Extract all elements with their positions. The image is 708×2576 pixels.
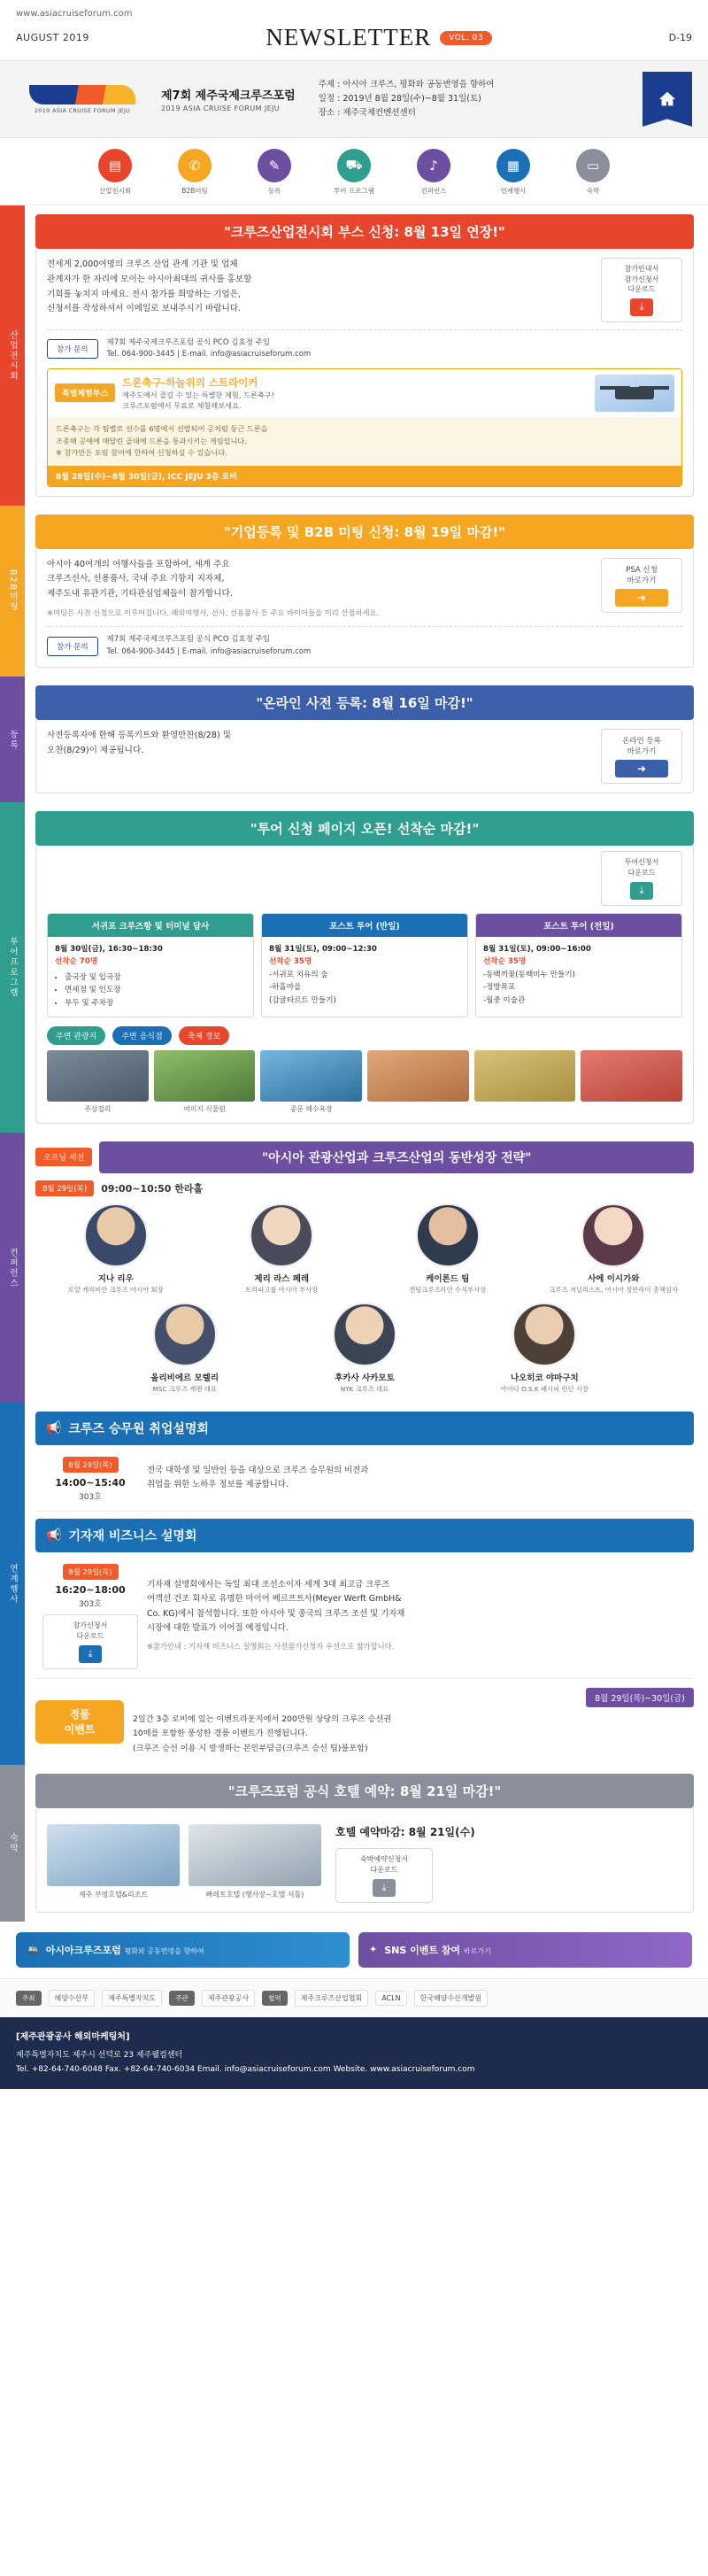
section-tab-events: 연계행사 bbox=[0, 1403, 25, 1765]
speaker-card bbox=[534, 1203, 695, 1296]
session-date: 8월 29일(목) bbox=[35, 1180, 94, 1196]
button-label-line2: 참가신청서 bbox=[624, 275, 659, 283]
sponsor-logo: 해양수산부 bbox=[49, 1990, 96, 2007]
promo-banners bbox=[0, 1922, 708, 1978]
expo-body-line: 관계자가 한 자리에 모이는 아시아최대의 귀사를 홍보할 bbox=[47, 274, 252, 284]
banner-title: 아시아크루즈포럼 bbox=[45, 1944, 121, 1956]
tour-photo bbox=[154, 1050, 256, 1114]
prize-event bbox=[35, 1688, 694, 1757]
forum-info-venue: 장소 : 제주국제컨벤션센터 bbox=[318, 107, 416, 118]
speaker-row-2 bbox=[35, 1303, 694, 1395]
speaker-card bbox=[277, 1303, 451, 1395]
tour-application-download-button[interactable] bbox=[601, 851, 682, 905]
sponsor-logo: ACLN bbox=[375, 1991, 406, 2006]
nav-label: 등록 bbox=[267, 187, 281, 195]
tour-option-when: 8월 30일(금), 16:30~18:30 bbox=[55, 944, 163, 954]
tour-option-item: • 면세점 및 인도장 bbox=[65, 984, 246, 997]
prize-date: 8월 29일(목)~30일(금) bbox=[586, 1688, 694, 1707]
event-application-download-button[interactable] bbox=[42, 1614, 138, 1668]
section-hotel bbox=[0, 1765, 708, 1921]
inquiry-line: Tel. 064-900-3445 | E-mail. info@asiacruiseforum.com bbox=[106, 646, 312, 656]
logo-text-en: 2019 ASIA CRUISE FORUM JEJU bbox=[34, 106, 131, 114]
prize-description bbox=[133, 1707, 694, 1757]
forum-info bbox=[308, 78, 630, 120]
event-desc-line: 여객선 건조 회사로 유명한 마이어 베르프트사(Meyer Werft GmbH& bbox=[147, 1594, 402, 1605]
tour-option-when: 8월 31일(토), 09:00~16:00 bbox=[483, 944, 591, 954]
equipment-business-band bbox=[35, 1519, 694, 1552]
expo-inquiry-info bbox=[107, 337, 312, 361]
download-icon: ⤓ bbox=[373, 1879, 396, 1897]
tour-card bbox=[35, 846, 694, 1123]
photo-caption: 주상절리 bbox=[84, 1104, 112, 1113]
b2b-inquiry-tag: 참가 문의 bbox=[47, 637, 98, 656]
nav-label: 숙박 bbox=[586, 187, 600, 195]
speaker-name: 나오히코 야마구치 bbox=[510, 1373, 579, 1383]
sponsor-label-cooperation: 협력 bbox=[262, 1991, 288, 2006]
nav-label: B2B미팅 bbox=[181, 187, 208, 195]
event-title: 기자재 비즈니스 설명회 bbox=[68, 1529, 197, 1544]
sns-event-banner[interactable] bbox=[358, 1932, 692, 1968]
expo-inquiry-tag: 참가 문의 bbox=[47, 339, 98, 359]
bus-icon: ⛟ bbox=[337, 149, 371, 182]
photo-caption: 중문 해수욕장 bbox=[289, 1104, 333, 1113]
event-desc-line: 시장에 대한 발표가 이어질 예정입니다. bbox=[147, 1623, 289, 1634]
b2b-note: ※미팅은 사전 신청으로 이루어집니다. 해외여행사, 선사, 선용품사 등 주요 바이어들을 미리 선점하세요. bbox=[47, 607, 380, 617]
button-label-line3: 다운로드 bbox=[627, 285, 656, 294]
event-desc-note: ※참가안내 : 기자재 비즈니스 설명회는 사전참가신청자 우선으로 참가합니다. bbox=[147, 1641, 395, 1651]
pen-icon: ✎ bbox=[258, 149, 291, 182]
special-booth-sub bbox=[122, 390, 588, 412]
tour-photo bbox=[367, 1050, 469, 1114]
event-title: 크루즈 승무원 취업설명회 bbox=[68, 1422, 209, 1437]
speaker-name: 후카사 사카모토 bbox=[335, 1373, 395, 1383]
section-tour bbox=[0, 802, 708, 1132]
hotel-caption: 빠레토호텔 (행사장~호텔 셔틀) bbox=[205, 1891, 304, 1899]
tour-option-item: • 출국장 및 입국장 bbox=[65, 971, 246, 985]
inquiry-line: Tel. 064-900-3445 | E-mail. info@asiacruiseforum.com bbox=[106, 350, 312, 360]
prize-desc-line: (크루즈 승선 이용 시 발생하는 본인부담금(크루즈 승선 팁)불포함) bbox=[133, 1743, 368, 1753]
tour-photo bbox=[47, 1050, 149, 1114]
button-label-line1: PSA 신청 bbox=[626, 565, 658, 575]
footer-address: 제주특별자치도 제주시 선덕로 23 제주웰컴센터 bbox=[16, 2050, 183, 2060]
tour-option-capacity: 선착순 70명 bbox=[55, 957, 98, 967]
photo-buyeong-hotel bbox=[47, 1824, 180, 1886]
mic-icon: ♪ bbox=[417, 149, 450, 182]
tour-headline-text: "투어 신청 페이지 오픈! 선착순 마감!" bbox=[250, 821, 480, 838]
expo-body-line: 신청서를 작성하셔서 이메일로 보내주시기 바랍니다. bbox=[47, 304, 242, 314]
speaker-card bbox=[202, 1203, 363, 1296]
photo-tag-attraction[interactable]: 주변 관광지 bbox=[47, 1026, 105, 1045]
button-label-line2: 바로가기 bbox=[627, 576, 657, 585]
nav-label: 투어 프로그램 bbox=[334, 187, 374, 195]
speaker-card bbox=[458, 1303, 632, 1395]
button-label-line2: 바로가기 bbox=[627, 747, 657, 757]
sponsor-bar bbox=[0, 1978, 708, 2017]
b2b-card bbox=[35, 549, 694, 669]
section-tab-tour: 투어프로그램 bbox=[0, 802, 25, 1132]
arrow-right-icon: ➜ bbox=[615, 589, 668, 607]
section-conference bbox=[0, 1133, 708, 1404]
megaphone-icon: 📢 bbox=[46, 1528, 62, 1543]
event-desc-line: 취업을 위한 노하우 정보를 제공합니다. bbox=[147, 1480, 289, 1490]
prize-desc-line: 2일간 3층 로비에 있는 이벤트라운지에서 200만원 상당의 크루즈 승선권 bbox=[133, 1713, 392, 1724]
crew-recruitment-row bbox=[35, 1445, 694, 1512]
speaker-card bbox=[367, 1203, 528, 1296]
nav-label: 연계행사 bbox=[500, 187, 527, 195]
registration-card bbox=[35, 720, 694, 793]
masthead bbox=[0, 20, 708, 60]
nav-item-conference[interactable] bbox=[405, 149, 462, 196]
button-label-line1: 참가안내서 bbox=[624, 265, 659, 273]
nav-item-b2b[interactable] bbox=[166, 149, 223, 196]
event-date: 8월 29일(목) bbox=[63, 1564, 119, 1580]
event-time: 16:20~18:00 bbox=[55, 1584, 126, 1597]
speaker-role: 트라파고룹 아시아 부사장 bbox=[245, 1285, 319, 1294]
tour-option-item: (감귤타르트 만들기) bbox=[269, 995, 336, 1005]
event-desc-line: 기자재 설명회에서는 독일 최대 조선소이자 세계 3대 최고급 크루즈 bbox=[147, 1580, 390, 1590]
tour-option-1[interactable] bbox=[47, 913, 254, 1017]
speaker-name: 사에 이시가와 bbox=[588, 1273, 640, 1284]
special-booth-note bbox=[48, 417, 681, 466]
speaker-card bbox=[35, 1203, 196, 1296]
megaphone-icon: 📢 bbox=[46, 1421, 62, 1436]
special-sub-line: 제주도에서 즐길 수 있는 특별한 체험, 드론축구! bbox=[122, 390, 274, 399]
speaker-name: 지나 리우 bbox=[97, 1273, 134, 1284]
issue-date: AUGUST 2019 bbox=[16, 32, 89, 43]
sponsor-logo: 한국해양수산개발원 bbox=[414, 1990, 489, 2007]
b2b-inquiry bbox=[47, 626, 682, 658]
equipment-business-row bbox=[35, 1552, 694, 1678]
tour-option-item: -서귀포 치유의 숲 bbox=[269, 970, 328, 979]
b2b-headline: "기업등록 및 B2B 미팅 신청: 8월 19일 마감!" bbox=[35, 514, 694, 549]
nav-item-registration[interactable] bbox=[246, 149, 303, 196]
hotel-headline: "크루즈포럼 공식 호텔 예약: 8월 21일 마감!" bbox=[35, 1774, 694, 1808]
photo-jusangjeolli bbox=[47, 1050, 149, 1102]
tour-option-capacity: 선착순 35명 bbox=[269, 957, 312, 967]
button-label-line1: 투어신청서 bbox=[624, 858, 659, 867]
booth-icon: ▤ bbox=[98, 149, 132, 182]
speaker-role: 로얄 캐리비안 크루즈 아시아 회장 bbox=[67, 1285, 164, 1294]
event-date: 8월 29일(목) bbox=[63, 1457, 119, 1473]
event-room: 303호 bbox=[79, 1600, 102, 1610]
download-icon: ⤓ bbox=[630, 298, 653, 316]
avatar bbox=[84, 1203, 148, 1267]
b2b-body-line: 아시아 40여개의 여행사들을 포함하여, 세계 주요 bbox=[47, 559, 230, 569]
photo-jungmun-beach bbox=[260, 1050, 362, 1102]
avatar bbox=[153, 1303, 217, 1366]
speaker-role: 아이다 O.S.K 패시피 런던 사장 bbox=[500, 1384, 589, 1393]
b2b-inquiry-info bbox=[107, 634, 312, 658]
session-time: 09:00~10:50 한라홀 bbox=[101, 1182, 204, 1195]
tour-option-item: -동백끼꽃(동백비누 만들기) bbox=[483, 970, 575, 979]
prize-desc-line: 10매를 포함한 풍성한 경품 이벤트가 진행됩니다. bbox=[133, 1729, 308, 1739]
avatar bbox=[333, 1303, 396, 1366]
photo-yeomiji bbox=[154, 1050, 256, 1102]
home-icon[interactable] bbox=[643, 72, 692, 127]
forum-title-en: 2019 ASIA CRUISE FORUM JEJU bbox=[161, 104, 281, 112]
expo-card bbox=[35, 249, 694, 497]
download-icon: ⤓ bbox=[79, 1645, 102, 1663]
hotel-caption: 제주 부영호텔&리조트 bbox=[78, 1891, 149, 1899]
photo-tag-festival[interactable]: 축제 정보 bbox=[179, 1026, 230, 1045]
hotel-card bbox=[35, 1808, 694, 1912]
tour-option-item: -하흘마을 bbox=[269, 983, 302, 993]
b2b-body-text bbox=[47, 558, 592, 620]
photo-food-2 bbox=[474, 1050, 576, 1102]
tour-option-when: 8월 31일(토), 09:00~12:30 bbox=[269, 944, 377, 954]
photo-food-1 bbox=[367, 1050, 469, 1102]
hero-banner bbox=[0, 60, 708, 138]
page-number: D-19 bbox=[668, 32, 692, 43]
section-b2b bbox=[0, 506, 708, 677]
nav-item-tour[interactable] bbox=[326, 149, 382, 196]
tour-option-capacity: 선착순 35명 bbox=[483, 957, 527, 967]
photo-tag-restaurant[interactable]: 주변 음식점 bbox=[112, 1026, 171, 1045]
speaker-role: 겐팅크루즈라인 수석부사장 bbox=[409, 1285, 487, 1294]
crew-recruitment-band bbox=[35, 1412, 694, 1445]
forum-title-ko: 제7회 제주국제크루즈포럼 bbox=[161, 89, 296, 103]
avatar bbox=[416, 1203, 480, 1267]
speaker-name: 제리 라스 페레 bbox=[254, 1273, 310, 1284]
speaker-name: 올리비에르 모렐리 bbox=[150, 1373, 219, 1383]
special-note-line: 조종해 공에에 매달린 골대에 드론을 통과시키는 게임입니다. bbox=[56, 436, 247, 445]
button-label-line1: 숙박예약신청서 bbox=[359, 1855, 409, 1864]
opening-session-head bbox=[35, 1141, 694, 1173]
handshake-icon: ✆ bbox=[178, 149, 212, 182]
tour-option-title: 포스트 투어 (반일) bbox=[262, 914, 467, 937]
sponsor-logo: 제주크루즈산업협회 bbox=[295, 1990, 369, 2007]
sponsor-label-organizer: 주관 bbox=[169, 1991, 195, 2006]
nav-item-events[interactable] bbox=[485, 149, 542, 196]
hotel-deadline: 호텔 예약마감: 8월 21일(수) bbox=[335, 1826, 475, 1839]
event-desc-line: Co. KG)에서 참석합니다. 또한 아시아 및 중국의 크루즈 조선 및 기자재 bbox=[147, 1608, 405, 1619]
section-nav[interactable] bbox=[0, 138, 708, 205]
speaker-row-1 bbox=[35, 1203, 694, 1296]
expo-download-button[interactable] bbox=[601, 258, 682, 322]
speaker-name: 케이론드 팀 bbox=[426, 1273, 470, 1284]
expo-body-line: 기회를 놓치지 마세요. 전시 참가를 희망하는 기업은, bbox=[47, 289, 242, 299]
photo-caption: 여미지 식물원 bbox=[183, 1104, 226, 1113]
avatar bbox=[250, 1203, 313, 1267]
sponsor-label-host: 주최 bbox=[16, 1991, 42, 2006]
tour-photo-strip bbox=[47, 1050, 682, 1114]
tour-option-3[interactable] bbox=[475, 913, 682, 1017]
registration-headline: "온라인 사전 등록: 8월 16일 마감!" bbox=[35, 685, 694, 720]
button-label-line2: 다운로드 bbox=[627, 868, 656, 877]
inquiry-line: 제7회 제주국제크루즈포럼 공식 PCO 김효정 주임 bbox=[106, 337, 271, 347]
event-room: 303호 bbox=[79, 1493, 102, 1503]
inquiry-line: 제7회 제주국제크루즈포럼 공식 PCO 김효정 주임 bbox=[106, 635, 271, 645]
nav-label: 컨퍼런스 bbox=[420, 187, 447, 195]
reg-body-line: 사전등록자에 한해 등록키트와 환영만찬(8/28) 및 bbox=[47, 731, 232, 741]
calendar-icon: ▦ bbox=[496, 149, 530, 182]
special-booth-title: 드론축구-하늘위의 스트라이커 bbox=[122, 375, 258, 389]
tour-option-item: • 부두 및 주차장 bbox=[65, 997, 246, 1010]
tour-photo bbox=[581, 1050, 682, 1114]
speaker-role: NYK 크루즈 대표 bbox=[340, 1384, 389, 1393]
tour-option-item: -월중 미술관 bbox=[483, 995, 526, 1005]
button-label-line2: 다운로드 bbox=[76, 1632, 104, 1641]
special-note-line: ※ 참가만은 포럼 참여에 한하여 신청하실 수 있습니다. bbox=[56, 448, 227, 458]
page-title: NEWSLETTER bbox=[266, 24, 432, 50]
expo-body-text bbox=[47, 258, 592, 317]
tour-columns bbox=[47, 913, 682, 1017]
event-schedule bbox=[42, 1454, 138, 1502]
hotel-photo-1 bbox=[47, 1824, 180, 1899]
forum-logo bbox=[16, 76, 149, 122]
nav-label: 산업전시회 bbox=[98, 187, 132, 195]
session-pill: 오프닝 세션 bbox=[35, 1148, 92, 1166]
tour-option-item: -정방폭포 bbox=[483, 983, 516, 993]
section-events bbox=[0, 1403, 708, 1765]
reg-body-line: 오찬(8/29)이 제공됩니다. bbox=[47, 746, 144, 756]
psa-apply-button[interactable] bbox=[601, 558, 682, 613]
section-tab-conference: 컨퍼런스 bbox=[0, 1133, 25, 1404]
site-url: www.asiacruiseforum.com bbox=[16, 9, 133, 19]
banner-title: SNS 이벤트 참여 bbox=[384, 1944, 461, 1956]
forum-info-theme: 주제 : 아시아 크루즈, 평화와 공동번영을 향하여 bbox=[318, 80, 495, 90]
section-tab-registration: 등록 bbox=[0, 677, 25, 802]
ship-icon: 🚢 bbox=[27, 1944, 39, 1956]
expo-headline: "크루즈산업전시회 부스 신청: 8월 13일 연장!" bbox=[35, 214, 694, 249]
session-title: "아시아 관광산업과 크루즈산업의 동반성장 전략" bbox=[99, 1141, 694, 1173]
special-booth-schedule: 8월 28일(수)~8월 30일(금), ICC JEJU 3층 로비 bbox=[48, 466, 681, 486]
button-label-line2: 다운로드 bbox=[370, 1865, 398, 1874]
sponsor-logo: 제주관광공사 bbox=[202, 1990, 255, 2007]
section-expo bbox=[0, 205, 708, 506]
hotel-photo-2 bbox=[189, 1824, 321, 1899]
speaker-card bbox=[97, 1303, 272, 1395]
event-description bbox=[147, 1464, 687, 1493]
expo-inquiry bbox=[47, 329, 682, 361]
event-desc-line: 전국 대학생 및 일반인 등을 대상으로 크루즈 승무원의 비전과 bbox=[147, 1466, 369, 1476]
button-label-line1: 참가신청서 bbox=[73, 1621, 108, 1630]
event-time: 14:00~15:40 bbox=[55, 1477, 126, 1489]
newsletter-title-wrap bbox=[266, 24, 492, 51]
photo-parete-hotel bbox=[189, 1824, 321, 1886]
speaker-role: 크루즈 저널리스트, 아시아 정반라이 총책임자 bbox=[549, 1285, 679, 1294]
photo-festival bbox=[581, 1050, 682, 1102]
tour-option-title: 포스트 투어 (전일) bbox=[476, 914, 681, 937]
special-booth-pill: 특별체험부스 bbox=[55, 383, 115, 402]
logo-swoosh-icon bbox=[29, 85, 135, 104]
registration-body-text bbox=[47, 729, 592, 759]
speaker-role: MSC 크루즈 재팬 대표 bbox=[152, 1384, 217, 1393]
prize-badge bbox=[35, 1700, 124, 1743]
banner-subtitle: 평화와 공동번영을 향하여 bbox=[124, 1946, 204, 1955]
section-tab-hotel: 숙박 bbox=[0, 1765, 25, 1921]
footer-title: [제주관광공사 해외마케팅처] bbox=[16, 2031, 130, 2042]
special-sub-line: 크루즈포럼에서 무료로 체험해보세요. bbox=[122, 400, 242, 410]
tour-photo bbox=[474, 1050, 576, 1114]
footer-contact: Tel. +82-64-740-6048 Fax. +82-64-740-6034 Email. info@asiacruiseforum.com Website. www.asiacruiseforum.com bbox=[16, 2064, 475, 2074]
tour-option-2[interactable] bbox=[261, 913, 468, 1017]
drone-special-booth bbox=[47, 368, 682, 487]
event-description bbox=[147, 1578, 687, 1652]
avatar bbox=[581, 1203, 645, 1267]
forum-banner[interactable] bbox=[16, 1932, 350, 1968]
section-registration bbox=[0, 677, 708, 802]
banner-subtitle: 바로가기 bbox=[463, 1946, 491, 1955]
tour-headline bbox=[35, 811, 694, 846]
nav-item-hotel[interactable] bbox=[565, 149, 621, 196]
b2b-body-line: 크루즈선사, 선용품사, 국내 주요 기항지 지자체, bbox=[47, 574, 225, 584]
online-registration-button[interactable] bbox=[601, 729, 682, 784]
footer bbox=[0, 2017, 708, 2089]
special-note-line: 드론축구는 각 팀별로 선수를 6명에서 선발되어 공처럼 둥근 드론을 bbox=[56, 423, 268, 433]
forum-info-date: 일정 : 2019년 8월 28일(수)~8월 31일(토) bbox=[318, 94, 481, 104]
hotel-reservation-download-button[interactable] bbox=[335, 1848, 433, 1902]
section-tab-b2b: B2B미팅 bbox=[0, 506, 25, 677]
arrow-right-icon: ➜ bbox=[615, 760, 668, 777]
b2b-body-line: 제주도내 유관기관, 기타관심업체들이 참가합니다. bbox=[47, 589, 233, 600]
tour-photo bbox=[260, 1050, 362, 1114]
prize-badge-label: 경품 이벤트 bbox=[35, 1700, 124, 1743]
forum-title bbox=[161, 86, 296, 112]
sns-icon: ✦ bbox=[369, 1944, 378, 1956]
bed-icon: ▭ bbox=[576, 149, 610, 182]
nav-item-expo[interactable] bbox=[87, 149, 143, 196]
download-icon: ⤓ bbox=[630, 882, 653, 900]
volume-badge: VOL. 03 bbox=[440, 31, 492, 45]
session-schedule bbox=[35, 1180, 694, 1196]
sponsor-logo: 제주특별자치도 bbox=[102, 1990, 162, 2007]
button-label-line1: 온라인 등록 bbox=[622, 737, 661, 746]
avatar bbox=[512, 1303, 576, 1366]
tour-photo-tags bbox=[47, 1026, 682, 1045]
event-schedule bbox=[42, 1561, 138, 1668]
section-tab-expo: 산업전시회 bbox=[0, 205, 25, 506]
drone-photo bbox=[595, 375, 674, 412]
tour-option-title: 서귀포 크루즈항 및 터미널 답사 bbox=[48, 914, 253, 937]
expo-body-line: 전세계 2,000여명의 크루즈 산업 관계 기관 및 업체 bbox=[47, 259, 238, 269]
